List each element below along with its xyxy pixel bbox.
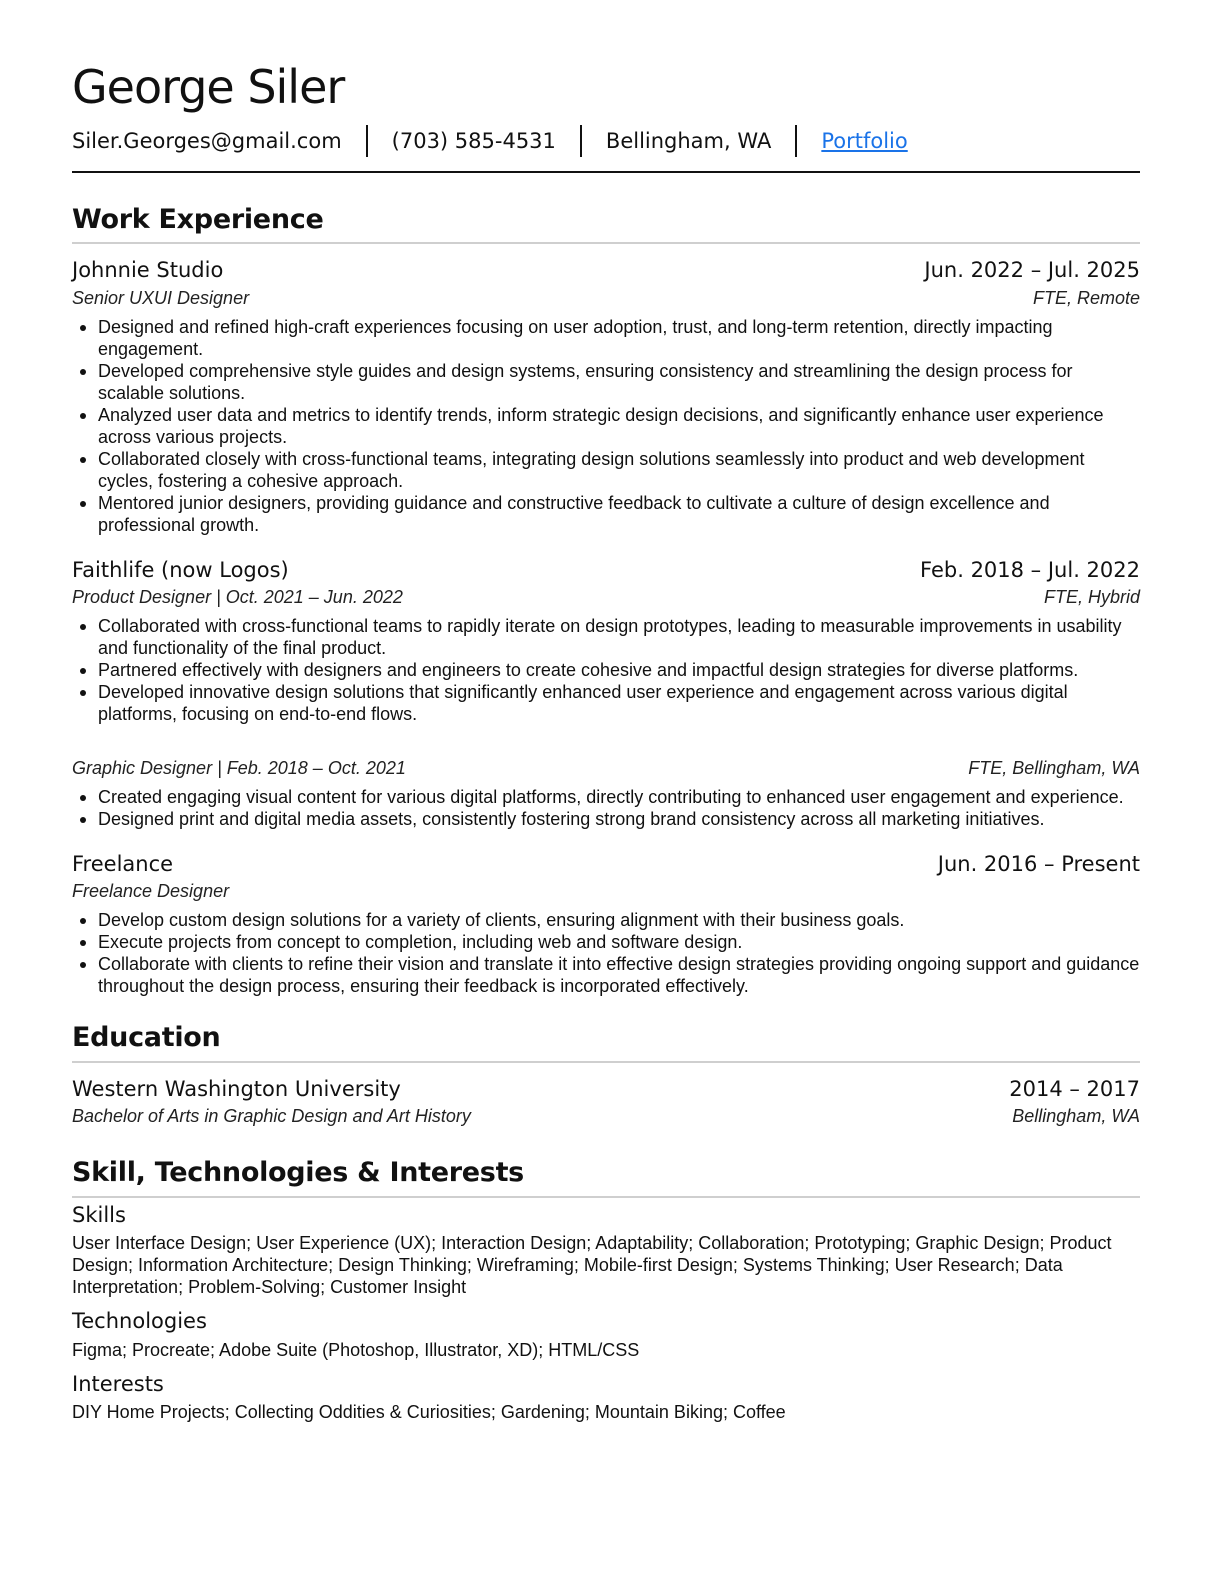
technologies-list: Figma; Procreate; Adobe Suite (Photoshop, Illustrator, XD); HTML/CSS xyxy=(72,1339,640,1360)
skills-subheading: Skills xyxy=(72,1203,126,1228)
job-role: Senior UXUI Designer xyxy=(72,287,250,308)
contact-bar xyxy=(72,125,1140,157)
job-entry xyxy=(72,556,1140,830)
job-bullets xyxy=(72,615,1140,725)
job-role: Freelance Designer xyxy=(72,881,230,902)
bullet-item: Develop custom design solutions for a variety of clients, ensuring alignment with their business goals. xyxy=(98,909,1140,931)
bullet-item: Partnered effectively with designers and engineers to create cohesive and impactful design strategies for diverse platforms. xyxy=(98,659,1140,681)
contact-divider xyxy=(580,125,582,157)
education-dates: 2014 – 2017 xyxy=(1009,1077,1140,1101)
header-rule xyxy=(72,171,1140,173)
skills-section-heading: Skill, Technologies & Interests xyxy=(72,1157,524,1189)
bullet-item: Collaborated closely with cross-functional teams, integrating design solutions seamlessly into product and web development cycles, fostering a cohesive approach. xyxy=(98,448,1140,492)
contact-divider xyxy=(366,125,368,157)
portfolio-link[interactable]: Portfolio xyxy=(821,128,908,153)
job-company: Faithlife (now Logos) xyxy=(72,557,289,582)
job-dates: Feb. 2018 – Jul. 2022 xyxy=(920,557,1140,582)
job-sub-meta: FTE, Bellingham, WA xyxy=(968,757,1140,778)
job-sub-role: Graphic Designer | Feb. 2018 – Oct. 2021 xyxy=(72,757,406,778)
section-divider xyxy=(72,242,1140,244)
job-company: Johnnie Studio xyxy=(72,258,224,283)
candidate-name: George Siler xyxy=(72,60,345,114)
job-meta: FTE, Remote xyxy=(1032,287,1140,308)
section-divider xyxy=(72,1061,1140,1063)
bullet-item: Designed and refined high-craft experiences focusing on user adoption, trust, and long-term retention, directly impacting engagement. xyxy=(98,316,1140,360)
technologies-subheading: Technologies xyxy=(72,1309,207,1334)
degree-text: Bachelor of Arts in Graphic Design and Art History xyxy=(72,1106,471,1127)
phone-text: (703) 585-4531 xyxy=(391,128,556,153)
interests-list: DIY Home Projects; Collecting Oddities & Curiosities; Gardening; Mountain Biking; Coffee xyxy=(72,1401,786,1422)
job-sub-bullets xyxy=(72,786,1140,830)
location-text: Bellingham, WA xyxy=(605,128,772,153)
education-heading: Education xyxy=(72,1022,221,1054)
bullet-item: Execute projects from concept to completion, including web and software design. xyxy=(98,931,1140,953)
job-entry xyxy=(72,850,1140,997)
interests-subheading: Interests xyxy=(72,1371,164,1396)
bullet-item: Developed comprehensive style guides and design systems, ensuring consistency and streamlining the design process for scalable solutions. xyxy=(98,360,1140,404)
email-text: Siler.Georges@gmail.com xyxy=(72,128,342,153)
job-company: Freelance xyxy=(72,851,174,876)
job-dates: Jun. 2016 – Present xyxy=(937,851,1140,876)
skills-list: User Interface Design; User Experience (UX); Interaction Design; Adaptability; Collaboration; Prototyping; Graphic Design; Product Design; Information Architecture; Design Thinking; Wireframing; Mobile-first Design; Systems Thinking; User Research; Data Interpretation; Problem-Solving; Customer Insight xyxy=(72,1233,1112,1298)
job-role: Product Designer | Oct. 2021 – Jun. 2022 xyxy=(72,586,403,607)
bullet-item: Mentored junior designers, providing guidance and constructive feedback to cultivate a culture of design excellence and professional growth. xyxy=(98,492,1140,536)
bullet-item: Developed innovative design solutions that significantly enhanced user experience and engagement across various digital platforms, focusing on end-to-end flows. xyxy=(98,681,1140,725)
bullet-item: Analyzed user data and metrics to identify trends, inform strategic design decisions, and significantly enhance user experience across various projects. xyxy=(98,404,1140,448)
section-divider xyxy=(72,1196,1140,1198)
bullet-item: Designed print and digital media assets, consistently fostering strong brand consistency across all marketing initiatives. xyxy=(98,808,1140,830)
job-dates: Jun. 2022 – Jul. 2025 xyxy=(924,258,1140,283)
bullet-item: Created engaging visual content for various digital platforms, directly contributing to enhanced user engagement and experience. xyxy=(98,786,1140,808)
contact-divider xyxy=(795,125,797,157)
bullet-item: Collaborate with clients to refine their vision and translate it into effective design strategies providing ongoing support and guidance throughout the design process, ensuring their feedback is incorporated effectively. xyxy=(98,954,1140,997)
job-bullets xyxy=(72,909,1140,997)
school-name: Western Washington University xyxy=(72,1077,401,1101)
education-location: Bellingham, WA xyxy=(1012,1106,1140,1127)
work-experience-heading: Work Experience xyxy=(72,203,324,235)
job-entry xyxy=(72,256,1140,535)
job-bullets xyxy=(72,316,1140,536)
job-meta: FTE, Hybrid xyxy=(1043,586,1140,607)
bullet-item: Collaborated with cross-functional teams to rapidly iterate on design prototypes, leading to measurable improvements in usability and functionality of the final product. xyxy=(98,615,1140,659)
